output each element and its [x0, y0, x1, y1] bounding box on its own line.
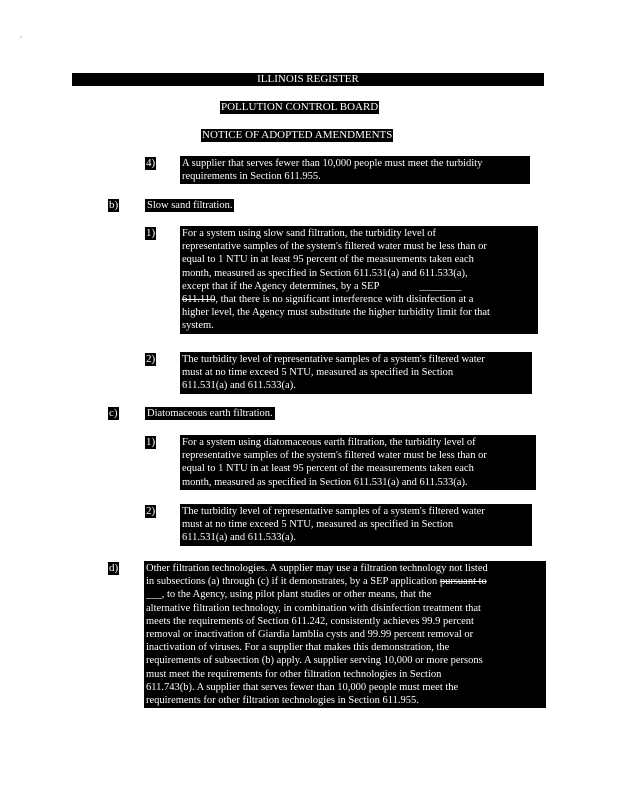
paragraph-b1 [180, 226, 538, 334]
section-marker: d) [109, 562, 119, 574]
paragraph-d-text-1: Other filtration technologies. A supplier may use a filtration technology not listed in subsections (a) through (c) if it demonstrates, by a SEP application [146, 563, 488, 588]
section-title-b: Slow sand filtration. [147, 200, 233, 211]
notice-title: NOTICE OF ADOPTED AMENDMENTS [202, 129, 393, 141]
paragraph-c1: For a system using diatomaceous earth filtration, the turbidity level of representative samples of the system's filtered water must be less than or equal to 1 NTU in at least 95 percent of the measurements taken each month, measured as specified in Section 611.531(a) and 611.533(a). [180, 435, 536, 490]
register-banner [72, 73, 544, 86]
item-marker: 4) [146, 157, 156, 169]
redaction-mark: ________ [419, 280, 462, 292]
board-title: POLLUTION CONTROL BOARD [221, 101, 379, 113]
section-marker: c) [109, 407, 118, 419]
paragraph-a4: A supplier that serves fewer than 10,000 people must meet the turbidity requirements in Section 611.955. [180, 156, 530, 184]
section-title-c: Diatomaceous earth filtration. [147, 408, 273, 419]
item-marker: 2) [146, 353, 156, 365]
struck-phrase: pursuant to [439, 576, 487, 588]
paragraph-c2: The turbidity level of representative samples of a system's filtered water must at no time exceed 5 NTU, measured as specified in Section 611.531(a) and 611.533(a). [180, 504, 532, 546]
redaction-mark: ___ [146, 589, 162, 601]
item-marker: 1) [146, 436, 156, 448]
struck-citation: 611.110 [182, 294, 216, 306]
paragraph-b1-text-1: For a system using slow sand filtration, the turbidity level of representative samples of the system's filtered water must be less than or equal to 1 NTU in at least 95 percent of the measurements taken each month, measured as specified in Section 611.531(a) and 611.533(a), except that if the Agency determines, by a SEP [182, 228, 487, 292]
section-marker: b) [109, 199, 119, 211]
paragraph-d [144, 561, 546, 708]
register-title: ILLINOIS REGISTER [257, 73, 359, 85]
paragraph-d-text-2: , to the Agency, using pilot plant studies or other means, that the alternative filtration technology, in combination with disinfection treatment that meets the requirements of Section 611.242, consistently achieves 99.9 percent removal or inactivation of Giardia lamblia cysts and 99.99 percent removal or inactivation of viruses. For a supplier that makes this demonstration, the requirements of subsection (b) apply. A supplier serving 10,000 or more persons must meet the requirements for other filtration technologies in Section 611.743(b). A supplier that serves fewer than 10,000 people must meet the requirements for other filtration technologies in Section 611.955. [146, 589, 483, 707]
scan-speck [20, 36, 22, 38]
paragraph-b1-text-2: , that there is no significant interference with disinfection at a higher level, the Agency must substitute the higher turbidity limit for that system. [182, 294, 490, 332]
item-marker: 1) [146, 227, 156, 239]
item-marker: 2) [146, 505, 156, 517]
paragraph-b2: The turbidity level of representative samples of a system's filtered water must at no time exceed 5 NTU, measured as specified in Section 611.531(a) and 611.533(a). [180, 352, 532, 394]
